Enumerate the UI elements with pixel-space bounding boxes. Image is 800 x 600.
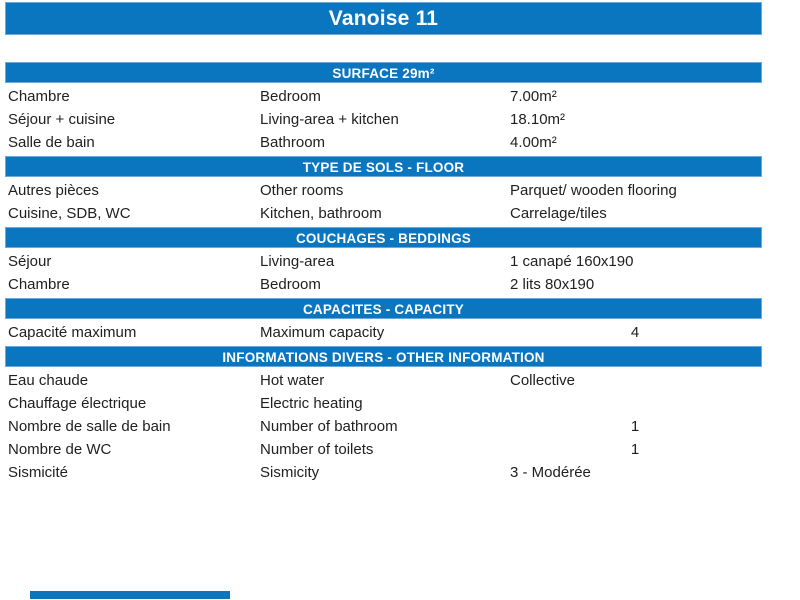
cell-label-en: Bathroom <box>260 134 326 151</box>
cell-value: 3 - Modérée <box>510 464 591 481</box>
cell-label-en: Maximum capacity <box>260 324 385 341</box>
section-header <box>5 62 762 83</box>
cell-label-en: Other rooms <box>260 182 344 199</box>
cell-label-fr: Nombre de salle de bain <box>8 418 171 435</box>
title-bar <box>5 2 762 35</box>
table-row <box>5 415 762 438</box>
section <box>5 346 762 484</box>
section-header <box>5 298 762 319</box>
table-row <box>5 85 762 108</box>
section-header <box>5 156 762 177</box>
section-header-label: CAPACITES - CAPACITY <box>302 302 464 317</box>
cell-value: Collective <box>510 372 576 389</box>
section <box>5 156 762 225</box>
cell-value: Parquet/ wooden flooring <box>510 182 677 199</box>
cell-value: Carrelage/tiles <box>510 205 607 222</box>
cell-label-en: Electric heating <box>260 395 363 412</box>
table-row <box>5 392 762 415</box>
cell-label-fr: Cuisine, SDB, WC <box>8 205 131 222</box>
table-row <box>5 369 762 392</box>
table-row <box>5 273 762 296</box>
section <box>5 62 762 154</box>
cell-label-fr: Chambre <box>8 88 70 105</box>
cell-value: 18.10m² <box>510 111 566 128</box>
table-row <box>5 438 762 461</box>
cell-label-en: Number of bathroom <box>260 418 398 435</box>
section-header-label: TYPE DE SOLS - FLOOR <box>302 160 465 175</box>
section <box>5 298 762 344</box>
partial-next-section-bar <box>30 591 230 599</box>
section-header-label: INFORMATIONS DIVERS - OTHER INFORMATION <box>222 350 545 365</box>
cell-number: 1 <box>630 441 640 458</box>
table-row <box>5 461 762 484</box>
cell-label-fr: Autres pièces <box>8 182 99 199</box>
section <box>5 227 762 296</box>
section-header <box>5 346 762 367</box>
cell-label-fr: Chauffage électrique <box>8 395 147 412</box>
cell-label-en: Sismicity <box>260 464 320 481</box>
cell-value: 1 canapé 160x190 <box>510 253 634 270</box>
cell-label-en: Hot water <box>260 372 325 389</box>
cell-value: 4.00m² <box>510 134 557 151</box>
cell-label-fr: Salle de bain <box>8 134 95 151</box>
cell-value: 7.00m² <box>510 88 557 105</box>
section-header-label: SURFACE 29m² <box>332 66 435 81</box>
table-row <box>5 321 762 344</box>
table-row <box>5 202 762 225</box>
page-title: Vanoise 11 <box>328 6 439 30</box>
section-header-label: COUCHAGES - BEDDINGS <box>295 231 471 246</box>
table-row <box>5 131 762 154</box>
cell-label-en: Living-area + kitchen <box>260 111 399 128</box>
cell-label-en: Number of toilets <box>260 441 374 458</box>
cell-label-fr: Sismicité <box>8 464 69 481</box>
cell-label-fr: Séjour <box>8 253 52 270</box>
table-row <box>5 179 762 202</box>
cell-label-fr: Nombre de WC <box>8 441 112 458</box>
cell-number: 1 <box>630 418 640 435</box>
cell-label-en: Kitchen, bathroom <box>260 205 382 222</box>
cell-label-fr: Séjour + cuisine <box>8 111 116 128</box>
cell-label-fr: Chambre <box>8 276 70 293</box>
cell-value: 2 lits 80x190 <box>510 276 595 293</box>
sections-container <box>5 62 762 486</box>
cell-label-en: Bedroom <box>260 88 321 105</box>
cell-label-fr: Eau chaude <box>8 372 89 389</box>
cell-label-fr: Capacité maximum <box>8 324 137 341</box>
cell-label-en: Bedroom <box>260 276 321 293</box>
cell-number: 4 <box>630 324 640 341</box>
section-header <box>5 227 762 248</box>
cell-label-en: Living-area <box>260 253 335 270</box>
table-row <box>5 108 762 131</box>
table-row <box>5 250 762 273</box>
